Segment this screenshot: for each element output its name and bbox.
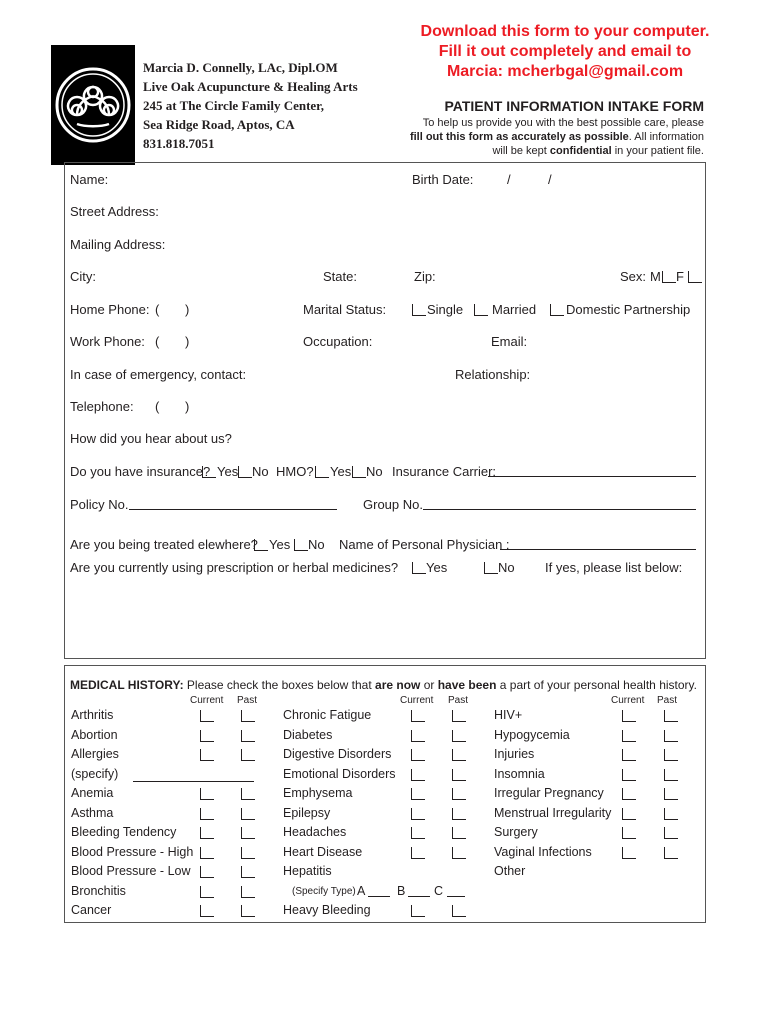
date-slash: / <box>548 172 552 187</box>
intro-bold: fill out this form as accurately as possible <box>409 131 629 143</box>
treated-yes-checkbox[interactable] <box>254 539 268 551</box>
mailing-label: Mailing Address: <box>70 237 166 252</box>
sex-f-checkbox[interactable] <box>688 271 702 283</box>
condition-label: Hypogycemia <box>494 727 570 742</box>
occupation-label: Occupation: <box>303 334 373 349</box>
download-line: Marcia: mcherbgal@gmail.com <box>446 63 684 80</box>
yes-label: Yes <box>269 537 291 552</box>
condition-label: Heart Disease <box>283 844 363 859</box>
past-checkbox[interactable] <box>664 808 678 820</box>
past-checkbox[interactable] <box>664 827 678 839</box>
married-checkbox[interactable] <box>474 304 488 316</box>
form-title: PATIENT INFORMATION INTAKE FORM <box>444 98 704 114</box>
heading-span: a part of your personal health history. <box>496 678 697 692</box>
current-checkbox[interactable] <box>411 730 425 742</box>
past-checkbox[interactable] <box>664 730 678 742</box>
hmo-label: HMO? <box>276 464 314 479</box>
sex-label: Sex: <box>620 269 647 284</box>
condition-label: Arthritis <box>71 708 114 722</box>
past-checkbox[interactable] <box>241 710 255 722</box>
medical-history-section <box>64 665 706 923</box>
current-checkbox[interactable] <box>200 847 214 859</box>
past-checkbox[interactable] <box>452 827 466 839</box>
current-checkbox[interactable] <box>411 710 425 722</box>
heading-bold: are now <box>375 678 421 692</box>
past-checkbox[interactable] <box>452 847 466 859</box>
domestic-checkbox[interactable] <box>550 304 564 316</box>
insurance-question: Do you have insurance? <box>70 464 211 479</box>
condition-label: Cancer <box>71 903 112 917</box>
date-slash: / <box>507 172 511 187</box>
medicines-question: Are you currently using prescription or herbal medicines? <box>70 560 399 575</box>
sex-f-label: F <box>676 269 684 284</box>
hepatitis-c-label: C <box>434 883 444 898</box>
treated-question: Are you being treated elewhere? <box>70 537 258 552</box>
intro-span: will be kept <box>492 145 550 157</box>
condition-label: Surgery <box>494 825 538 839</box>
paren: ( <box>155 302 160 317</box>
group-label: Group No. <box>363 497 423 512</box>
intro-bold: confidential <box>549 145 612 157</box>
medicines-yes-checkbox[interactable] <box>412 562 426 574</box>
yes-label: Yes <box>426 560 448 575</box>
treated-no-checkbox[interactable] <box>294 539 308 551</box>
current-checkbox[interactable] <box>622 827 636 839</box>
birth-date-label: Birth Date: <box>412 172 474 187</box>
past-checkbox[interactable] <box>241 847 255 859</box>
home-phone-label: Home Phone: <box>70 302 150 317</box>
hmo-yes-checkbox[interactable] <box>315 466 329 478</box>
current-checkbox[interactable] <box>200 808 214 820</box>
past-checkbox[interactable] <box>664 769 678 781</box>
current-checkbox[interactable] <box>622 710 636 722</box>
past-checkbox[interactable] <box>452 905 466 917</box>
married-label: Married <box>492 302 537 317</box>
practice-line: Marcia D. Connelly, LAc, Dipl.OM <box>143 60 338 75</box>
condition-label: Irregular Pregnancy <box>494 786 604 800</box>
past-checkbox[interactable] <box>241 827 255 839</box>
hepatitis-a-line[interactable] <box>368 896 390 897</box>
condition-label: Vaginal Infections <box>494 844 592 859</box>
condition-label: Bronchitis <box>71 883 126 898</box>
carrier-label: Insurance Carrier: <box>392 464 497 479</box>
current-header: Current <box>400 695 434 706</box>
intro-span: . All information <box>628 131 704 143</box>
emergency-label: In case of emergency, contact: <box>70 367 247 382</box>
current-checkbox[interactable] <box>622 808 636 820</box>
past-checkbox[interactable] <box>664 788 678 800</box>
condition-label: Hepatitis <box>283 864 332 878</box>
practice-line: Sea Ridge Road, Aptos, CA <box>143 117 295 132</box>
past-checkbox[interactable] <box>241 905 255 917</box>
past-checkbox[interactable] <box>241 886 255 898</box>
condition-label: Diabetes <box>283 727 333 742</box>
hepatitis-b-label: B <box>397 883 406 898</box>
current-checkbox[interactable] <box>411 905 425 917</box>
medicines-no-checkbox[interactable] <box>484 562 498 574</box>
current-checkbox[interactable] <box>622 847 636 859</box>
condition-label: HIV+ <box>494 708 523 722</box>
past-checkbox[interactable] <box>241 866 255 878</box>
policy-line[interactable] <box>129 509 337 510</box>
current-checkbox[interactable] <box>200 730 214 742</box>
insurance-yes-checkbox[interactable] <box>202 466 216 478</box>
download-line: Download this form to your computer. <box>420 23 710 40</box>
past-checkbox[interactable] <box>664 847 678 859</box>
condition-label: Heavy Bleeding <box>283 903 371 917</box>
past-header: Past <box>237 695 258 706</box>
intro-line: To help us provide you with the best possible care, please <box>422 117 704 129</box>
marital-label: Marital Status: <box>303 302 387 317</box>
physician-line[interactable] <box>500 549 696 550</box>
past-header: Past <box>657 695 678 706</box>
no-label: No <box>366 464 383 479</box>
current-checkbox[interactable] <box>411 847 425 859</box>
condition-label: Allergies <box>71 747 119 761</box>
past-checkbox[interactable] <box>241 788 255 800</box>
condition-label: Blood Pressure - Low <box>71 864 191 878</box>
condition-label: Blood Pressure - High <box>71 844 194 859</box>
current-checkbox[interactable] <box>411 749 425 761</box>
condition-label: Injuries <box>494 747 535 761</box>
state-label: State: <box>323 269 357 284</box>
past-checkbox[interactable] <box>452 730 466 742</box>
domestic-label: Domestic Partnership <box>566 302 691 317</box>
condition-label: Anemia <box>71 786 114 800</box>
current-checkbox[interactable] <box>200 886 214 898</box>
past-checkbox[interactable] <box>452 788 466 800</box>
past-checkbox[interactable] <box>452 710 466 722</box>
heading-bold: MEDICAL HISTORY: <box>70 678 184 692</box>
medical-history-heading <box>70 678 697 692</box>
hepatitis-b-line[interactable] <box>408 896 430 897</box>
current-header: Current <box>611 695 645 706</box>
current-checkbox[interactable] <box>622 788 636 800</box>
condition-label: Abortion <box>71 727 118 742</box>
hmo-no-checkbox[interactable] <box>352 466 366 478</box>
current-checkbox[interactable] <box>200 905 214 917</box>
condition-label: Epilepsy <box>283 805 331 820</box>
current-checkbox[interactable] <box>411 808 425 820</box>
past-checkbox[interactable] <box>241 808 255 820</box>
current-header: Current <box>190 695 224 706</box>
hepatitis-c-line[interactable] <box>447 896 465 897</box>
relationship-label: Relationship: <box>455 367 531 382</box>
paren: ( <box>155 334 160 349</box>
triskele-logo <box>51 45 135 165</box>
current-checkbox[interactable] <box>622 749 636 761</box>
street-label: Street Address: <box>70 204 159 219</box>
condition-label: Emphysema <box>283 786 353 800</box>
group-line[interactable] <box>423 509 696 510</box>
paren: ( <box>155 399 160 414</box>
intro-line <box>384 130 704 144</box>
city-label: City: <box>70 269 96 284</box>
intro-span: in your patient file. <box>611 145 704 157</box>
current-checkbox[interactable] <box>200 827 214 839</box>
current-checkbox[interactable] <box>200 866 214 878</box>
intro-line <box>384 144 704 158</box>
current-checkbox[interactable] <box>411 827 425 839</box>
no-label: No <box>498 560 515 575</box>
practice-line: 831.818.7051 <box>143 136 215 151</box>
hepatitis-a-label: A <box>357 883 366 898</box>
condition-label: (specify) <box>71 766 119 781</box>
zip-label: Zip: <box>414 269 436 284</box>
no-label: No <box>252 464 269 479</box>
current-checkbox[interactable] <box>411 788 425 800</box>
physician-label: Name of Personal Physician : <box>339 537 510 552</box>
work-phone-label: Work Phone: <box>70 334 145 349</box>
telephone-label: Telephone: <box>70 399 134 414</box>
condition-label: Emotional Disorders <box>283 766 396 781</box>
condition-label: Menstrual Irregularity <box>494 805 612 820</box>
policy-label: Policy No. <box>70 497 129 512</box>
current-checkbox[interactable] <box>622 769 636 781</box>
list-below-label: If yes, please list below: <box>545 560 683 575</box>
yes-label: Yes <box>217 464 239 479</box>
practice-info <box>143 58 358 153</box>
paren: ) <box>185 334 190 349</box>
sex-m-label: M <box>650 269 661 284</box>
heading-bold: have been <box>437 678 497 692</box>
hear-about-label: How did you hear about us? <box>70 431 232 446</box>
past-checkbox[interactable] <box>452 749 466 761</box>
email-label: Email: <box>491 334 528 349</box>
heading-span: or <box>420 678 438 692</box>
condition-label: Headaches <box>283 825 347 839</box>
current-checkbox[interactable] <box>200 749 214 761</box>
heading-span: Please check the boxes below that <box>183 678 376 692</box>
past-checkbox[interactable] <box>241 749 255 761</box>
allergy-specify-line[interactable] <box>133 781 254 782</box>
single-label: Single <box>427 302 464 317</box>
current-checkbox[interactable] <box>200 710 214 722</box>
practice-line: 245 at The Circle Family Center, <box>143 98 325 113</box>
past-checkbox[interactable] <box>452 808 466 820</box>
insurance-no-checkbox[interactable] <box>238 466 252 478</box>
condition-label: Chronic Fatigue <box>283 708 372 722</box>
download-line: Fill it out completely and email to <box>438 43 692 60</box>
practice-line: Live Oak Acupuncture & Healing Arts <box>143 79 358 94</box>
name-label: Name: <box>70 172 109 187</box>
past-checkbox[interactable] <box>452 769 466 781</box>
paren: ) <box>185 302 190 317</box>
condition-label: Bleeding Tendency <box>71 825 177 839</box>
current-checkbox[interactable] <box>411 769 425 781</box>
download-notice <box>400 22 730 82</box>
current-checkbox[interactable] <box>622 730 636 742</box>
condition-label: Digestive Disorders <box>283 747 392 761</box>
sex-m-checkbox[interactable] <box>662 271 676 283</box>
condition-label: Asthma <box>71 805 114 820</box>
carrier-line[interactable] <box>488 476 696 477</box>
condition-label: Other <box>494 864 526 878</box>
condition-label: Insomnia <box>494 766 545 781</box>
yes-label: Yes <box>330 464 352 479</box>
past-header: Past <box>448 695 469 706</box>
paren: ) <box>185 399 190 414</box>
past-checkbox[interactable] <box>664 710 678 722</box>
no-label: No <box>308 537 325 552</box>
current-checkbox[interactable] <box>200 788 214 800</box>
past-checkbox[interactable] <box>664 749 678 761</box>
intro-text <box>384 116 704 158</box>
single-checkbox[interactable] <box>412 304 426 316</box>
hepatitis-specify-label: (Specify Type) <box>292 885 356 897</box>
past-checkbox[interactable] <box>241 730 255 742</box>
